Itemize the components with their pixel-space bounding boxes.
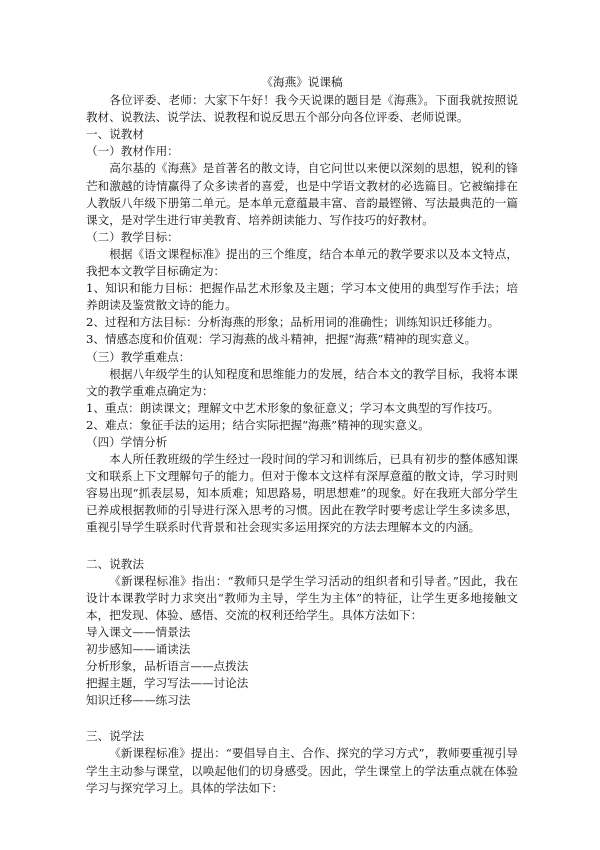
subsection-heading: （三）教学重难点：	[86, 349, 191, 364]
method-item: 知识迁移——练习法	[86, 693, 191, 708]
subsection-heading: （四）学情分析	[86, 434, 168, 449]
paragraph: 根据《语文课程标准》提出的三个维度，结合本单元的教学要求以及本文特点，我把本文教学目标确定为：	[86, 246, 518, 279]
intro-paragraph: 各位评委、老师：大家下午好！我今天说课的题目是《海燕》。下面我就按照说教材、说教法、说学法、说教程和说反思五个部分向各位评委、老师说课。	[86, 93, 518, 125]
paragraph: 根据八年级学生的认知程度和思维能力的发展，结合本文的教学目标，我将本课文的教学重难点确定为：	[86, 366, 518, 398]
subsection-heading: （一）教材作用：	[86, 144, 179, 159]
subsection-heading: （二）教学目标：	[86, 229, 179, 244]
section-learning-methods	[86, 728, 518, 796]
paragraph: 《新课程标准》指出：“教师只是学生学习活动的组织者和引导者。”因此，我在设计本课教学时力求突出“教师为主导，学生为主体”的特征，让学生更多地接触文本，把发现、体验、感悟、交流的权利还给学生。具体方法如下：	[86, 573, 518, 622]
section-heading: 一、说教材	[86, 127, 144, 142]
method-item: 把握主题，学习写法——讨论法	[86, 676, 249, 691]
spacer	[86, 537, 518, 556]
list-item: 1、知识和能力目标：把握作品艺术形象及主题；学习本文使用的典型写作手法；培养朗读及鉴赏散文诗的能力。	[86, 281, 518, 313]
paragraph: 高尔基的《海燕》是首著名的散文诗，自它问世以来便以深刻的思想，锐利的锋芒和激越的诗情赢得了众多读者的喜爱，也是中学语文教材的必选篇目。它被编排在人教版八年级下册第二单元。是本单元意蕴最丰富、音韵最铿锵、写法最典范的一篇课文，是对学生进行审美教育、培养朗读能力、写作技巧的好教材。	[86, 161, 518, 227]
method-item: 初步感知——诵读法	[86, 642, 191, 656]
list-item: 2、难点：象征手法的运用；结合实际把握“海燕”精神的现实意义。	[86, 417, 430, 432]
document-title: 《海燕》说课稿	[261, 75, 343, 89]
list-item: 3、情感态度和价值观：学习海燕的战斗精神，把握“海燕”精神的现实意义。	[86, 332, 477, 347]
section-teaching-methods	[86, 556, 518, 710]
method-item: 分析形象，品析语言——点拨法	[86, 659, 249, 674]
list-item: 2、过程和方法目标：分析海燕的形象；品析用词的准确性；训练知识迁移能力。	[86, 315, 500, 330]
paragraph: 《新课程标准》提出：“要倡导自主、合作、探究的学习方式”，教师要重视引导学生主动参与课堂，以唤起他们的切身感受。因此，学生课堂上的学法重点就在体验学习与探究学习上。具体的学法如下：	[86, 746, 518, 795]
section-heading: 二、说教法	[86, 556, 144, 571]
list-item: 1、重点：朗读课文；理解文中艺术形象的象征意义；学习本文典型的写作技巧。	[86, 400, 500, 415]
method-item: 导入课文——情景法	[86, 624, 191, 639]
paragraph: 本人所任教班级的学生经过一段时间的学习和训练后，已具有初步的整体感知课文和联系上下文理解句子的能力。但对于像本文这样有深厚意蕴的散文诗，学习时则容易出现“抓表层易，知本质难；知思路易，明思想难”的现象。好在我班大部分学生已养成根据教师的引导进行深入思考的习惯。因此在教学时要考虑让学生多读多思，重视引导学生联系时代背景和社会现实多运用探究的方法去理解本文的内涵。	[86, 452, 518, 535]
spacer	[86, 709, 518, 728]
section-heading: 三、说学法	[86, 729, 144, 744]
section-teaching-material	[86, 126, 518, 536]
